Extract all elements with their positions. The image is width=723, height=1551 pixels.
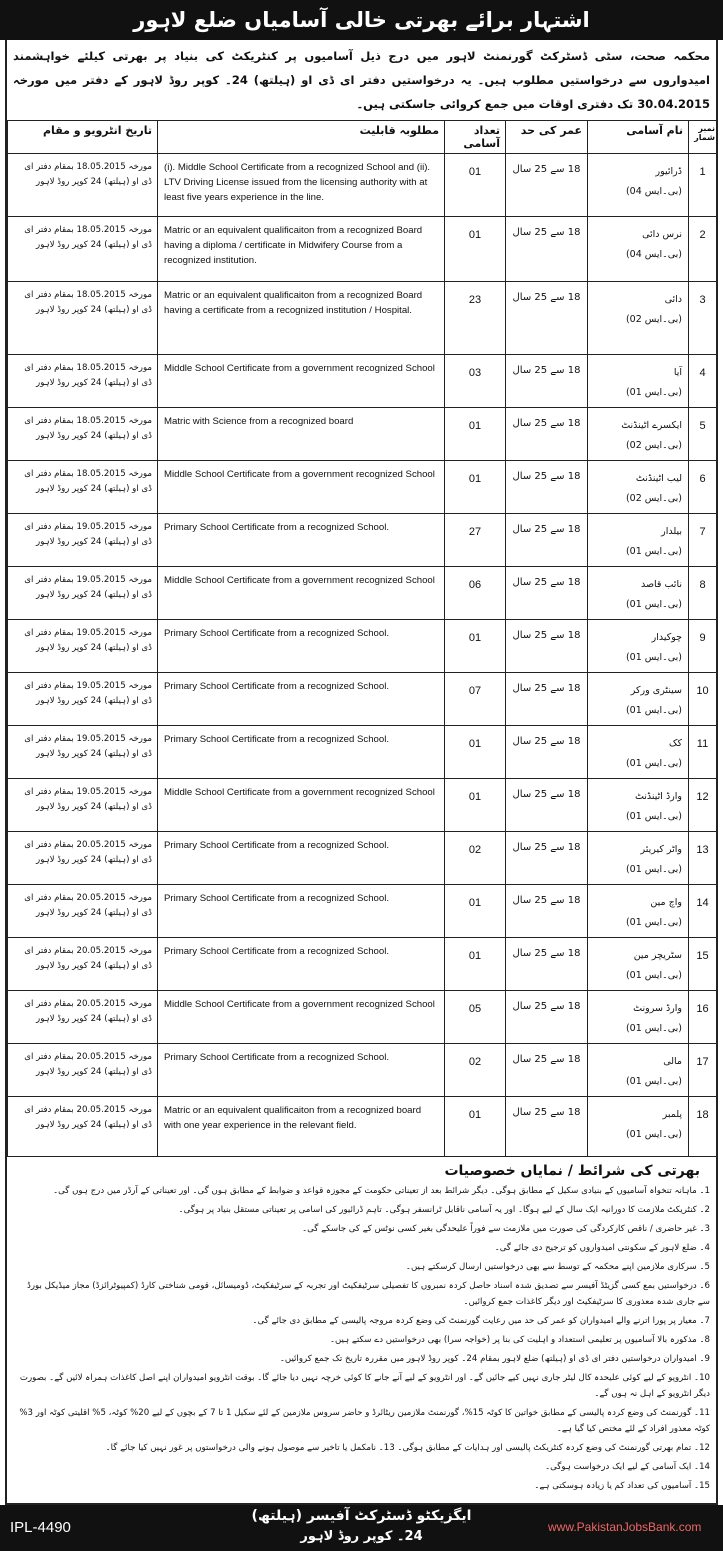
col-interview: تاریخ انٹرویو و مقام — [8, 121, 158, 154]
post-name: دائی — [664, 294, 682, 305]
serial-cell: 5 — [689, 408, 717, 461]
serial-cell: 10 — [689, 673, 717, 726]
qualification-cell: Matric with Science from a recognized board — [158, 408, 445, 461]
post-name: سٹریچر مین — [633, 950, 682, 961]
table-row — [8, 779, 717, 832]
post-name-cell — [588, 832, 689, 885]
condition-item: 8۔ مذکورہ بالا آسامیوں پر تعلیمی استعداد و اہلیت کی بنا پر (خواجہ سرا) بھی درخواستیں دے سکتے ہیں۔ — [329, 1335, 710, 1345]
age-cell: 18 سے 25 سال — [506, 885, 588, 938]
post-name: بیلدار — [661, 526, 682, 537]
table-row — [8, 1097, 717, 1157]
post-name-cell — [588, 217, 689, 282]
interview-cell: مورخہ 20.05.2015 بمقام دفتر ای ڈی او (ہیلتھ) 24 کوپر روڈ لاہور — [8, 1044, 158, 1097]
post-name-cell — [588, 567, 689, 620]
table-row — [8, 673, 717, 726]
count-cell: 02 — [445, 832, 506, 885]
age-cell: 18 سے 25 سال — [506, 673, 588, 726]
count-cell: 01 — [445, 154, 506, 217]
vacancies-table — [7, 120, 717, 1157]
post-name-cell — [588, 154, 689, 217]
pay-scale: (بی۔ایس 01) — [625, 705, 682, 716]
age-cell: 18 سے 25 سال — [506, 217, 588, 282]
age-cell: 18 سے 25 سال — [506, 514, 588, 567]
pay-scale: (بی۔ایس 02) — [625, 493, 682, 504]
interview-cell: مورخہ 20.05.2015 بمقام دفتر ای ڈی او (ہیلتھ) 24 کوپر روڈ لاہور — [8, 885, 158, 938]
count-cell: 27 — [445, 514, 506, 567]
pay-scale: (بی۔ایس 01) — [625, 599, 682, 610]
post-name: چوکیدار — [651, 632, 682, 643]
qualification-cell: Primary School Certificate from a recognized School. — [158, 673, 445, 726]
post-name: آیا — [673, 367, 682, 378]
age-cell: 18 سے 25 سال — [506, 726, 588, 779]
issuing-office: ایگزیکٹو ڈسٹرکٹ آفیسر (ہیلتھ) — [251, 1508, 472, 1524]
age-cell: 18 سے 25 سال — [506, 832, 588, 885]
age-cell: 18 سے 25 سال — [506, 991, 588, 1044]
count-cell: 01 — [445, 217, 506, 282]
condition-item: 11۔ گورنمنٹ کی وضع کردہ پالیسی کے مطابق خواتین کا کوٹہ 15%، گورنمنٹ ملازمین ریٹائرڈ و حاضر سروس ملازمین کے لئے سکیل 1 تا 7 کے بچوں کے لیے 20% کوٹہ، 5% اقلیتی کوٹہ اور 3% کوٹہ معذور افراد کے لئے مختص کیا گیا ہے۔ — [19, 1408, 710, 1434]
qualification-cell: Primary School Certificate from a recognized School. — [158, 620, 445, 673]
post-name-cell — [588, 885, 689, 938]
table-row — [8, 514, 717, 567]
serial-cell: 13 — [689, 832, 717, 885]
pay-scale: (بی۔ایس 01) — [625, 758, 682, 769]
age-cell: 18 سے 25 سال — [506, 282, 588, 355]
serial-cell: 9 — [689, 620, 717, 673]
footer — [0, 1505, 723, 1551]
pay-scale: (بی۔ایس 01) — [625, 917, 682, 928]
count-cell: 07 — [445, 673, 506, 726]
interview-cell: مورخہ 18.05.2015 بمقام دفتر ای ڈی او (ہیلتھ) 24 کوپر روڈ لاہور — [8, 355, 158, 408]
condition-item: 4۔ ضلع لاہور کے سکونتی امیدواروں کو ترجیح دی جائے گی۔ — [494, 1243, 710, 1253]
post-name-cell — [588, 938, 689, 991]
post-name: واچ مین — [650, 897, 682, 908]
interview-cell: مورخہ 20.05.2015 بمقام دفتر ای ڈی او (ہیلتھ) 24 کوپر روڈ لاہور — [8, 938, 158, 991]
count-cell: 23 — [445, 282, 506, 355]
qualification-cell: Primary School Certificate from a recognized School. — [158, 832, 445, 885]
col-serial: نمبر شمار — [689, 121, 717, 154]
qualification-cell: (i). Middle School Certificate from a recognized School and (ii). LTV Driving License issued from the licensing authority with at least five years experience in the line. — [158, 154, 445, 217]
pay-scale: (بی۔ایس 01) — [625, 1023, 682, 1034]
intro-paragraph: محکمہ صحت، سٹی ڈسٹرکٹ گورنمنٹ لاہور میں درج ذیل آسامیوں پر کنٹریکٹ کی بنیاد پر بھرتی کیلئے خواہشمند امیدواروں سے درخواستیں مطلوب ہیں۔ یہ درخواستیں دفتر ای ڈی او (ہیلتھ) 24۔ کوپر روڈ لاہور کے دفتر میں مورخہ 30.04.2015 تک دفتری اوقات میں جمع کروائی جاسکتی ہیں۔ — [13, 49, 710, 111]
count-cell: 01 — [445, 779, 506, 832]
condition-item: 10۔ انٹرویو کے لیے کوئی علیحدہ کال لیٹر جاری نہیں کیے جائیں گے۔ اور انٹرویو کے لیے آنے جانے کا کوئی خرچہ نہیں دیا جائے گا۔ بوقت انٹرویو امیدواران اپنے اصل کاغذات ہمراہ لائیں گے۔ بصورت دیگر انٹرویو کے اہل نہ ہوں گے۔ — [19, 1373, 710, 1399]
serial-cell: 17 — [689, 1044, 717, 1097]
pay-scale: (بی۔ایس 01) — [625, 1076, 682, 1087]
interview-cell: مورخہ 20.05.2015 بمقام دفتر ای ڈی او (ہیلتھ) 24 کوپر روڈ لاہور — [8, 991, 158, 1044]
age-cell: 18 سے 25 سال — [506, 620, 588, 673]
condition-item: 7۔ معیار پر پورا اترنے والے امیدواران کو عمر کی حد میں رعایت گورنمنٹ کی وضع کردہ مروجہ پالیسی کے مطابق دی جائے گی۔ — [252, 1316, 710, 1326]
interview-cell: مورخہ 20.05.2015 بمقام دفتر ای ڈی او (ہیلتھ) 24 کوپر روڈ لاہور — [8, 832, 158, 885]
post-name-cell — [588, 1097, 689, 1157]
age-cell: 18 سے 25 سال — [506, 1097, 588, 1157]
count-cell: 01 — [445, 461, 506, 514]
serial-cell: 18 — [689, 1097, 717, 1157]
table-row — [8, 885, 717, 938]
post-name-cell — [588, 514, 689, 567]
serial-cell: 15 — [689, 938, 717, 991]
interview-cell: مورخہ 19.05.2015 بمقام دفتر ای ڈی او (ہیلتھ) 24 کوپر روڈ لاہور — [8, 673, 158, 726]
pay-scale: (بی۔ایس 01) — [625, 1129, 682, 1140]
post-name: پلمبر — [662, 1109, 682, 1120]
age-cell: 18 سے 25 سال — [506, 567, 588, 620]
post-name: سینٹری ورکر — [630, 685, 682, 696]
serial-cell: 12 — [689, 779, 717, 832]
ad-title: اشتہار برائے بھرتی خالی آسامیاں ضلع لاہور — [0, 0, 723, 40]
table-row — [8, 355, 717, 408]
serial-cell: 16 — [689, 991, 717, 1044]
condition-item: 12۔ تمام بھرتی گورنمنٹ کی وضع کردہ کنٹریکٹ پالیسی اور ہدایات کے مطابق ہوگی۔ 13۔ نامکمل یا تاخیر سے موصول ہونے والی درخواستوں پر غور نہیں کیا جائے گا۔ — [105, 1443, 710, 1453]
serial-cell: 8 — [689, 567, 717, 620]
serial-cell: 11 — [689, 726, 717, 779]
table-row — [8, 620, 717, 673]
count-cell: 03 — [445, 355, 506, 408]
serial-cell: 1 — [689, 154, 717, 217]
pay-scale: (بی۔ایس 04) — [625, 186, 682, 197]
condition-item: 14۔ ایک آسامی کے لیے ایک درخواست ہوگی۔ — [545, 1462, 710, 1472]
table-row — [8, 991, 717, 1044]
watermark: www.PakistanJobsBank.com — [548, 1520, 702, 1534]
table-row — [8, 1044, 717, 1097]
interview-cell: مورخہ 18.05.2015 بمقام دفتر ای ڈی او (ہیلتھ) 24 کوپر روڈ لاہور — [8, 461, 158, 514]
post-name-cell — [588, 620, 689, 673]
col-count: تعداد آسامی — [445, 121, 506, 154]
qualification-cell: Primary School Certificate from a recognized School. — [158, 1044, 445, 1097]
pay-scale: (بی۔ایس 01) — [625, 546, 682, 557]
post-name-cell — [588, 673, 689, 726]
interview-cell: مورخہ 18.05.2015 بمقام دفتر ای ڈی او (ہیلتھ) 24 کوپر روڈ لاہور — [8, 408, 158, 461]
table-header-row — [8, 121, 717, 154]
table-row — [8, 567, 717, 620]
pay-scale: (بی۔ایس 02) — [625, 440, 682, 451]
table-row — [8, 154, 717, 217]
qualification-cell: Matric or an equivalent qualificaiton from a recognized board with one year experience in the relevant field. — [158, 1097, 445, 1157]
serial-cell: 6 — [689, 461, 717, 514]
table-row — [8, 938, 717, 991]
condition-item: 3۔ غیر حاضری / ناقص کارکردگی کی صورت میں ملازمت سے فوراً علیحدگی بغیر کسی نوٹس کے کی جاسکے گی۔ — [302, 1224, 710, 1234]
pay-scale: (بی۔ایس 01) — [625, 811, 682, 822]
serial-cell: 14 — [689, 885, 717, 938]
qualification-cell: Primary School Certificate from a recognized School. — [158, 514, 445, 567]
count-cell: 01 — [445, 726, 506, 779]
interview-cell: مورخہ 20.05.2015 بمقام دفتر ای ڈی او (ہیلتھ) 24 کوپر روڈ لاہور — [8, 1097, 158, 1157]
age-cell: 18 سے 25 سال — [506, 938, 588, 991]
age-cell: 18 سے 25 سال — [506, 461, 588, 514]
serial-cell: 3 — [689, 282, 717, 355]
serial-cell: 4 — [689, 355, 717, 408]
condition-item: 5۔ سرکاری ملازمین اپنے محکمہ کے توسط سے بھی درخواستیں ارسال کرسکتے ہیں۔ — [405, 1262, 710, 1272]
count-cell: 05 — [445, 991, 506, 1044]
post-name: ایکسرے اٹینڈنٹ — [621, 420, 682, 431]
serial-cell: 7 — [689, 514, 717, 567]
condition-item: 9۔ امیدواران درخواستیں دفتر ای ڈی او (ہیلتھ) ضلع لاہور بمقام 24۔ کوپر روڈ لاہور میں مقررہ تاریخ تک جمع کروائیں۔ — [279, 1354, 710, 1364]
conditions-section — [7, 1157, 716, 1503]
condition-item: 2۔ کنٹریکٹ ملازمت کا دورانیہ ایک سال کے لیے ہوگا۔ اور یہ آسامی ناقابل ٹرانسفر ہوگی۔ تاہم ڈرائیور کی اسامی پر تعیناتی مستقل بنیاد پر ہوگی۔ — [178, 1205, 710, 1215]
qualification-cell: Matric or an equivalent qualificaiton from a recognized Board having a certificate from a recognized institution / Hospital. — [158, 282, 445, 355]
pay-scale: (بی۔ایس 01) — [625, 864, 682, 875]
condition-item: 1۔ ماہانہ تنخواہ آسامیوں کے بنیادی سکیل کے مطابق ہوگی۔ دیگر شرائط بعد از تعیناتی حکومت کے مجوزہ قواعد و ضوابط کے مطابق ہوں گی۔ اور تعیناتی کے آرڈر میں درج ہوں گی۔ — [53, 1186, 710, 1196]
qualification-cell: Primary School Certificate from a recognized School. — [158, 938, 445, 991]
post-name-cell — [588, 991, 689, 1044]
table-row — [8, 408, 717, 461]
condition-item: 6۔ درخواستیں بمع کسی گزیٹڈ آفیسر سے تصدیق شدہ اسناد حاصل کردہ نمبروں کا تفصیلی سرٹیفکیٹ اور تجربہ کے سرٹیفکیٹ، ڈومیسائل، قومی شناختی کارڈ (کمپیوٹرائزڈ) مجاز میڈیکل بورڈ سے جاری شدہ معذوری کا سرٹیفکیٹ اور دیگر کاغذات جمع کروائیں۔ — [27, 1281, 710, 1307]
conditions-title: بھرتی کی شرائط / نمایاں خصوصیات — [444, 1163, 700, 1179]
post-name: کک — [668, 738, 682, 749]
post-name-cell — [588, 282, 689, 355]
post-name: نرس دائی — [642, 229, 682, 240]
table-row — [8, 217, 717, 282]
age-cell: 18 سے 25 سال — [506, 408, 588, 461]
col-name: نام آسامی — [588, 121, 689, 154]
post-name: ڈرائیور — [655, 166, 682, 177]
interview-cell: مورخہ 19.05.2015 بمقام دفتر ای ڈی او (ہیلتھ) 24 کوپر روڈ لاہور — [8, 726, 158, 779]
post-name: نائب قاصد — [640, 579, 682, 590]
col-age: عمر کی حد — [506, 121, 588, 154]
post-name-cell — [588, 408, 689, 461]
post-name: لیب اٹینڈنٹ — [635, 473, 682, 484]
interview-cell: مورخہ 19.05.2015 بمقام دفتر ای ڈی او (ہیلتھ) 24 کوپر روڈ لاہور — [8, 620, 158, 673]
age-cell: 18 سے 25 سال — [506, 154, 588, 217]
post-name-cell — [588, 355, 689, 408]
post-name-cell — [588, 1044, 689, 1097]
qualification-cell: Middle School Certificate from a government recognized School — [158, 355, 445, 408]
post-name-cell — [588, 726, 689, 779]
age-cell: 18 سے 25 سال — [506, 1044, 588, 1097]
pay-scale: (بی۔ایس 04) — [625, 249, 682, 260]
age-cell: 18 سے 25 سال — [506, 355, 588, 408]
interview-cell: مورخہ 19.05.2015 بمقام دفتر ای ڈی او (ہیلتھ) 24 کوپر روڈ لاہور — [8, 779, 158, 832]
table-row — [8, 832, 717, 885]
pay-scale: (بی۔ایس 01) — [625, 387, 682, 398]
post-name: واٹر کیریئر — [640, 844, 682, 855]
post-name-cell — [588, 461, 689, 514]
count-cell: 01 — [445, 938, 506, 991]
interview-cell: مورخہ 18.05.2015 بمقام دفتر ای ڈی او (ہیلتھ) 24 کوپر روڈ لاہور — [8, 217, 158, 282]
serial-cell: 2 — [689, 217, 717, 282]
count-cell: 02 — [445, 1044, 506, 1097]
qualification-cell: Middle School Certificate from a government recognized School — [158, 779, 445, 832]
count-cell: 01 — [445, 885, 506, 938]
post-name-cell — [588, 779, 689, 832]
qualification-cell: Primary School Certificate from a recognized School. — [158, 885, 445, 938]
count-cell: 01 — [445, 408, 506, 461]
count-cell: 01 — [445, 1097, 506, 1157]
qualification-cell: Matric or an equivalent qualificaiton from a recognized Board having a diploma / certificate in Midwifery Course from a recognized institution. — [158, 217, 445, 282]
interview-cell: مورخہ 19.05.2015 بمقام دفتر ای ڈی او (ہیلتھ) 24 کوپر روڈ لاہور — [8, 567, 158, 620]
count-cell: 01 — [445, 620, 506, 673]
pay-scale: (بی۔ایس 02) — [625, 314, 682, 325]
table-row — [8, 461, 717, 514]
qualification-cell: Middle School Certificate from a government recognized School — [158, 567, 445, 620]
pay-scale: (بی۔ایس 01) — [625, 652, 682, 663]
qualification-cell: Middle School Certificate from a government recognized School — [158, 991, 445, 1044]
post-name: مالی — [663, 1056, 682, 1067]
interview-cell: مورخہ 18.05.2015 بمقام دفتر ای ڈی او (ہیلتھ) 24 کوپر روڈ لاہور — [8, 154, 158, 217]
ad-reference: IPL-4490 — [10, 1519, 71, 1536]
col-qualification: مطلوبہ قابلیت — [158, 121, 445, 154]
pay-scale: (بی۔ایس 01) — [625, 970, 682, 981]
table-row — [8, 282, 717, 355]
qualification-cell: Middle School Certificate from a government recognized School — [158, 461, 445, 514]
post-name: وارڈ سرونٹ — [633, 1003, 682, 1014]
condition-item: 15۔ آسامیوں کی تعداد کم یا زیادہ ہوسکتی ہے۔ — [534, 1481, 710, 1491]
age-cell: 18 سے 25 سال — [506, 779, 588, 832]
qualification-cell: Primary School Certificate from a recognized School. — [158, 726, 445, 779]
post-name: وارڈ اٹینڈنٹ — [634, 791, 682, 802]
interview-cell: مورخہ 18.05.2015 بمقام دفتر ای ڈی او (ہیلتھ) 24 کوپر روڈ لاہور — [8, 282, 158, 355]
table-row — [8, 726, 717, 779]
office-address: 24۔ کوپر روڈ لاہور — [300, 1529, 423, 1544]
ad-frame — [5, 40, 718, 1505]
interview-cell: مورخہ 19.05.2015 بمقام دفتر ای ڈی او (ہیلتھ) 24 کوپر روڈ لاہور — [8, 514, 158, 567]
count-cell: 06 — [445, 567, 506, 620]
